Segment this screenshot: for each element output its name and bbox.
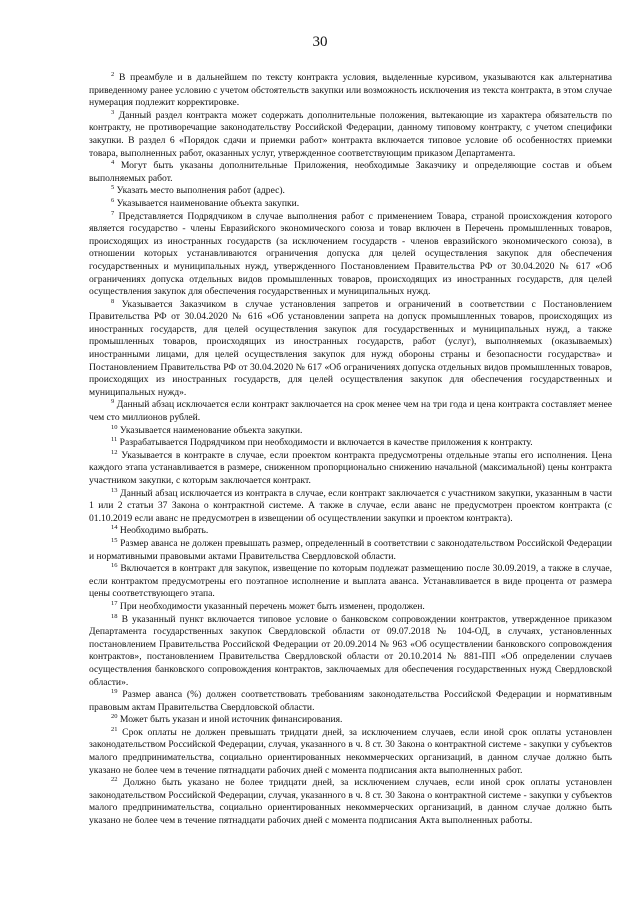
footnote-12: [89, 450, 612, 488]
page-number: 30: [312, 34, 328, 50]
footnote-marker: 14: [111, 524, 118, 532]
footnote-6: [89, 198, 612, 211]
footnote-text: Размер аванса не должен превышать размер, определенный в соответствии с законодательством Российской Федерации и нормативными правовыми актами Правительства Свердловской области.: [89, 537, 612, 562]
footnote-text: Срок оплаты не должен превышать тридцати дней, за исключением случаев, если иной срок оплаты установлен законодательством Российской Федерации, случая, указанного в ч. 8 ст. 30 Закона о контрактной системе - закупки у субъектов малого предпринимательства, социально ориентированных некоммерческих организаций, в данном случае должно быть указано не более чем в течение пятнадцати рабочих дней с момента подписания акта выполненных работ.: [89, 726, 612, 776]
footnote-22: [89, 777, 612, 827]
footnote-marker: 8: [111, 297, 115, 305]
footnote-20: [89, 714, 612, 727]
footnote-15: [89, 538, 612, 563]
footnote-17: [89, 601, 612, 614]
footnote-13: [89, 488, 612, 526]
footnote-5: [89, 185, 612, 198]
footnote-text: Могут быть указаны дополнительные Приложения, необходимые Заказчику и определяющие состав и объем выполняемых работ.: [89, 160, 612, 184]
footnote-marker: 18: [111, 612, 118, 620]
footnote-text: Разрабатывается Подрядчиком при необходимости и включается в качестве приложения к контракту.: [119, 437, 533, 449]
footnote-text: Указывается наименование объекта закупки.: [116, 197, 300, 209]
footnote-text: В преамбуле и в дальнейшем по тексту контракта условия, выделенные курсивом, указываются как альтернатива приведенному ранее условию с учетом обстоятельств закупки или возможность исключения из текста контракта, в этом случае нумерация подлежит корректировке.: [89, 72, 612, 109]
footnote-18: [89, 614, 612, 690]
footnote-text: Данный раздел контракта может содержать дополнительные положения, вытекающие из характера обязательств по контракту, не противоречащие законодательству Российской Федерации, данному типовому контракту, с учетом специфики закупки. В раздел 6 «Порядок сдачи и приемки работ» контракта включается типовое условие об особенностях приемки товара, выполненных работ, оказанных услуг, утвержденное соответствующим приказом Департамента.: [89, 109, 612, 159]
footnote-7: [89, 211, 612, 299]
footnote-text: Указывается в контракте в случае, если проектом контракта предусмотрены отдельные этапы его исполнения. Цена каждого этапа устанавливается в размере, сниженном пропорционально снижению начальной (максимальной) цены контракта участником закупки, с которым заключается контракт.: [89, 449, 612, 486]
footnote-marker: 19: [111, 687, 118, 695]
footnote-marker: 15: [111, 536, 118, 544]
footnote-marker: 4: [111, 158, 115, 166]
footnote-11: [89, 437, 612, 450]
footnote-marker: 13: [111, 486, 118, 494]
footnote-text: Представляется Подрядчиком в случае выполнения работ с применением Товара, страной происхождения которого является государство - члены Евразийского экономического союза и товар включен в Перечень промышленных товаров, происходящих из иностранных государств (за исключением государств - членов евразийского экономического союза), в отношении которых устанавливаются ограничения допуска для целей осуществления закупок для обеспечения государственных и муниципальных нужд, утвержденного Постановлением Правительства РФ от 30.04.2020 № 617 «Об ограничениях допуска отдельных видов промышленных товаров, происходящих из иностранных государств, для целей осуществления закупок для обеспечения государственных и муниципальных нужд.: [89, 210, 612, 298]
footnote-marker: 20: [111, 713, 118, 721]
footnote-marker: 11: [111, 436, 118, 444]
footnote-marker: 5: [111, 184, 115, 192]
footnote-text: В указанный пункт включается типовое условие о банковском сопровождении контрактов, утвержденное приказом Департамента государственных закупок Свердловской области от 09.07.2018 № 104-ОД, в случаях, установленных постановлением Правительства Российской Федерации от 20.09.2014 № 963 «Об осуществлении банковского сопровождения контрактов», постановлением Правительства Свердловской области от 20.10.2014 № 881-ПП «Об определении случаев осуществления банковского сопровождения контрактов, заключаемых для обеспечения государственных нужд Свердловской области».: [89, 613, 612, 688]
footnote-text: Данный абзац исключается из контракта в случае, если контракт заключается с участником закупки, указанным в части 1 или 2 статьи 37 Закона о контрактной системе. А также в случае, если аванс не предусмотрен проектом контракта (с 01.10.2019 если аванс не предусмотрен в извещении об осуществлении закупки и проектом контракта).: [89, 487, 612, 524]
footnote-text: Указывается наименование объекта закупки.: [119, 424, 303, 436]
footnote-2: [89, 72, 612, 110]
footnote-text: Указать место выполнения работ (адрес).: [116, 185, 285, 197]
footnote-marker: 21: [111, 725, 118, 733]
footnote-marker: 16: [111, 561, 118, 569]
footnote-marker: 17: [111, 599, 118, 607]
footnote-marker: 9: [111, 398, 115, 406]
footnote-text: Данный абзац исключается если контракт заключается на срок менее чем на три года и цена контракта составляет менее чем сто миллионов рублей.: [89, 399, 612, 424]
footnote-marker: 22: [111, 776, 118, 784]
footnote-text: При необходимости указанный перечень может быть изменен, продолжен.: [119, 600, 425, 612]
footnote-text: Размер аванса (%) должен соответствовать требованиям законодательства Российской Федерации и нормативным правовым актам Правительства Свердловской области.: [89, 689, 612, 713]
footnote-16: [89, 563, 612, 601]
footnote-3: [89, 110, 612, 160]
footnote-marker: 2: [111, 70, 115, 78]
footnote-19: [89, 689, 612, 714]
footnote-text: Должно быть указано не более тридцати дней, за исключением случаев, если иной срок оплаты установлен законодательством Российской Федерации, случая, указанного в ч. 8 ст. 30 Закона о контрактной системе - закупки у субъектов малого предпринимательства, социально ориентированных некоммерческих организаций, в данном случае должно быть указано не более чем в течение пятнадцати рабочих дней с момента подписания Акта выполненных работы.: [89, 777, 612, 827]
footnote-text: Необходимо выбрать.: [119, 525, 209, 537]
footnote-4: [89, 160, 612, 185]
footnote-21: [89, 727, 612, 777]
footnote-marker: 10: [111, 423, 118, 431]
footnotes-list: [89, 72, 612, 828]
footnote-marker: 6: [111, 196, 115, 204]
footnote-9: [89, 399, 612, 424]
footnote-marker: 12: [111, 448, 118, 456]
footnote-marker: 7: [111, 209, 115, 217]
footnote-text: Может быть указан и иной источник финансирования.: [119, 714, 343, 726]
footnote-8: [89, 299, 612, 400]
footnote-text: Включается в контракт для закупок, извещение по которым подлежат размещению после 30.09.2019, а также в случае, если контрактом предусмотрены его поэтапное исполнение и выплата аванса. Устанавливается в виде процента от размера цены соответствующего этапа.: [89, 563, 612, 600]
footnote-10: [89, 425, 612, 438]
footnote-14: [89, 525, 612, 538]
footnote-marker: 3: [111, 108, 115, 116]
footnote-text: Указывается Заказчиком в случае установления запретов и ограничений в соответствии с Постановлением Правительства РФ от 30.04.2020 № 616 «Об установлении запрета на допуск промышленных товаров, происходящих из иностранных государств, для целей осуществления закупок для государственных и муниципальных нужд, а также промышленных товаров, происходящих из иностранных государств, работ (услуг), выполняемых (оказываемых) иностранными лицами, для целей осуществления закупок для нужд обороны страны и безопасности государства» и Постановлением Правительства РФ от 30.04.2020 № 617 «Об ограничениях допуска отдельных видов промышленных товаров, происходящих из иностранных государств, для целей осуществления закупок для обеспечения государственных и муниципальных нужд».: [89, 298, 612, 398]
